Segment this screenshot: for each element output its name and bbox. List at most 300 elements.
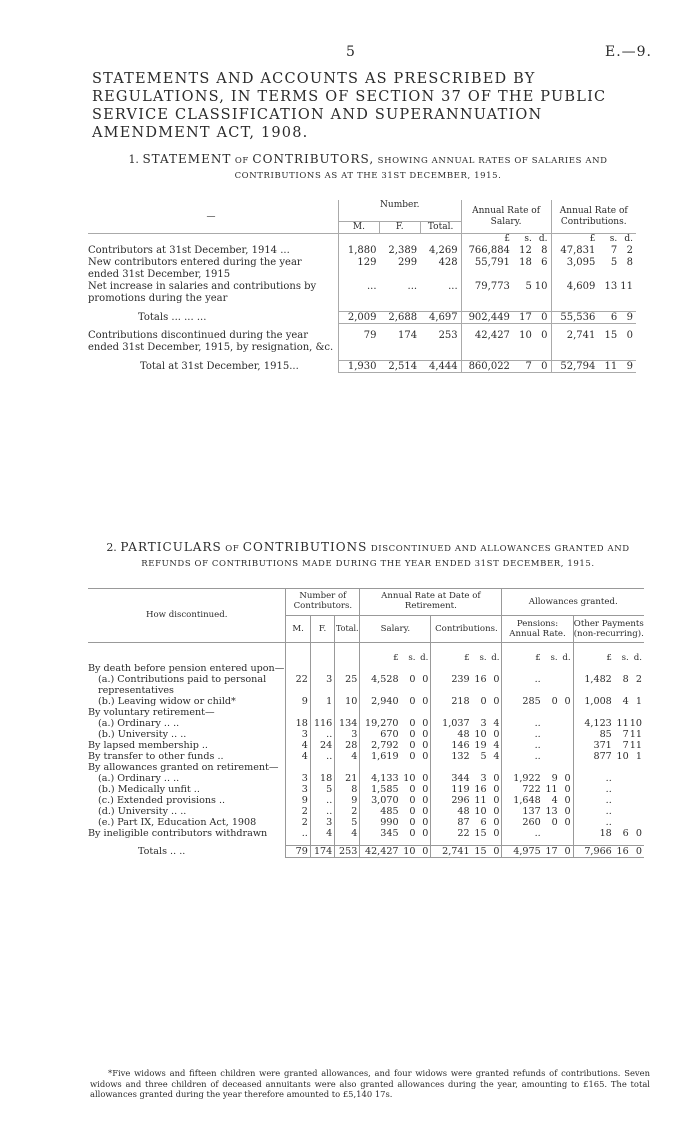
cell-salary-shillings: 0	[409, 718, 416, 729]
final-total-row	[88, 361, 636, 373]
cell-m: 1,880	[338, 245, 379, 257]
cell-pension-pence: 0	[564, 806, 571, 817]
table-row	[88, 674, 644, 696]
cell-contrib-shillings: 7	[610, 245, 618, 256]
cell-total: 21	[335, 773, 360, 784]
cell-f: 116	[310, 718, 334, 729]
table-row	[88, 817, 644, 828]
statement2-title-main: PARTICULARS	[120, 540, 222, 554]
cell-salary-shillings: 0	[409, 806, 416, 817]
cell-pension-pence	[558, 740, 573, 751]
statement2-title-of: OF	[225, 544, 240, 554]
cell-f: ..	[310, 806, 334, 817]
cell-contrib-pence: 9	[617, 312, 636, 324]
cell-salary-pounds: 485	[360, 806, 399, 817]
cell-contrib-pounds: 146	[431, 740, 470, 751]
cell-other-shillings: 7	[622, 740, 629, 751]
cell-f: ...	[407, 281, 418, 292]
cell-contrib-pounds	[431, 762, 470, 773]
t2-unit-d-2: d.	[491, 653, 500, 663]
statement1-title	[88, 152, 648, 183]
cell-other-pence	[629, 795, 644, 806]
cell-other-pence	[629, 806, 644, 817]
cell-contrib-pounds: 52,794	[551, 361, 595, 373]
cell-contrib-pence: 0	[493, 806, 500, 817]
row-label: (a.) Ordinary .. ..	[98, 773, 180, 784]
cell-salary-pounds: 42,427	[461, 330, 510, 354]
cell-salary-pounds: 79,773	[461, 281, 510, 305]
t2-unit-s-3: s.	[550, 653, 558, 663]
cell-total: 2	[335, 806, 360, 817]
cell-f	[310, 762, 334, 773]
cell-contrib-pounds: 119	[431, 784, 470, 795]
t1-unit-d: d.	[538, 234, 548, 244]
cell-salary-pounds: 42,427	[360, 846, 399, 858]
cell-contrib-pounds: 4,609	[551, 281, 595, 305]
cell-other-shillings: 10	[616, 751, 629, 762]
page-title: STATEMENTS AND ACCOUNTS AS PRESCRIBED BY REGULATIONS, IN TERMS OF SECTION 37 OF THE PUBLIC SERVICE CLASSIFICATION AND SUPERANNUATION AMENDMENT ACT, 1908.	[92, 71, 607, 141]
cell-total: 3	[335, 729, 360, 740]
cell-other-pence	[629, 762, 644, 773]
cell-contrib-pounds: 344	[431, 773, 470, 784]
cell-m: 129	[338, 257, 379, 281]
cell-f: 4	[310, 828, 334, 839]
cell-other-pounds: ..	[573, 817, 612, 828]
cell-other-pounds: 1,008	[573, 696, 612, 707]
cell-salary-shillings: 0	[409, 674, 416, 685]
t2-header-how: How discontinued.	[145, 610, 228, 620]
cell-other-pence: 0	[629, 846, 644, 858]
t1-header-f: F.	[380, 222, 421, 234]
t1-header-blank: —	[206, 211, 216, 222]
cell-salary-pence: 0	[422, 795, 429, 806]
cell-pension-shillings: 9	[551, 773, 558, 784]
cell-salary-pence	[416, 707, 431, 718]
cell-m	[286, 707, 310, 718]
cell-other-pence	[629, 773, 644, 784]
t1-unit-d-2: d.	[624, 234, 633, 244]
table-row	[88, 245, 636, 257]
totals-row	[88, 312, 636, 324]
cell-pension-shillings: 0	[551, 696, 558, 707]
statement1-title-main: STATEMENT	[142, 152, 232, 166]
t2-unit-pound-3: £	[502, 653, 541, 663]
cell-m: 22	[286, 674, 310, 696]
statement2-title	[88, 540, 648, 571]
cell-salary-shillings	[399, 663, 416, 674]
cell-contrib-shillings: 11	[595, 361, 617, 373]
t2-unit-d-3: d.	[562, 653, 571, 663]
cell-f: 3	[310, 817, 334, 828]
cell-f: 24	[310, 740, 334, 751]
t1-header-salary: Annual Rate of Salary.	[461, 200, 551, 234]
cell-salary-pounds: 345	[360, 828, 399, 839]
cell-other-shillings: 6	[622, 828, 629, 839]
cell-contrib-pence: 0	[493, 817, 500, 828]
cell-f: 299	[397, 257, 418, 268]
cell-pension-pounds: 1,922	[502, 773, 541, 784]
row-label: (a.) Ordinary .. ..	[98, 718, 180, 729]
footnote: *Five widows and fifteen children were granted allowances, and four widows were granted refunds of contributions. Seven widows and three children of deceased annuitants were also granted allowances during the year, amounting to £165. The total allowances granted during the year therefore amounted to £5,140 17s.	[90, 1068, 650, 1099]
cell-other-shillings: 11	[616, 718, 629, 729]
cell-pension-pence: 0	[564, 817, 571, 828]
t2-body	[88, 663, 644, 839]
t2-header-total: Total.	[335, 616, 360, 643]
cell-other-pounds	[573, 663, 612, 674]
cell-other-shillings: 4	[622, 696, 629, 707]
cell-salary-pence: 6	[541, 257, 548, 268]
cell-pension-pounds: 285	[502, 696, 541, 707]
cell-contrib-pence: 9	[617, 361, 636, 373]
cell-salary-shillings: 10	[399, 846, 416, 858]
cell-other-pounds: 877	[573, 751, 612, 762]
cell-contrib-pounds: 239	[431, 674, 470, 696]
row-label: Contributions discontinued during the year ended 31st December, 1915, by resignation, &c.	[88, 330, 334, 353]
cell-other-shillings: 8	[622, 674, 629, 685]
cell-salary-pence: 0	[532, 361, 551, 373]
cell-total	[335, 762, 360, 773]
row-label: (a.) Contributions paid to personal representatives	[98, 674, 267, 696]
cell-contrib-shillings: 0	[480, 696, 487, 707]
cell-pension-pence: 0	[564, 795, 571, 806]
t2-unit-pound-4: £	[573, 653, 612, 663]
cell-contrib-shillings: 16	[474, 784, 487, 795]
cell-m: 4	[286, 740, 310, 751]
cell-m	[286, 663, 310, 674]
cell-other-shillings: 7	[622, 729, 629, 740]
cell-contrib-pence	[487, 707, 502, 718]
table-row	[88, 257, 636, 281]
t2-header-pensions: Pensions: Annual Rate.	[502, 616, 573, 643]
table-row	[88, 281, 636, 305]
cell-salary-pence: 0	[422, 674, 429, 685]
t2-header-number: Number of Contributors.	[286, 589, 360, 616]
row-label: Net increase in salaries and contributions by promotions during the year	[88, 281, 317, 304]
cell-total: 4,269	[429, 245, 458, 256]
t2-unit-s-4: s.	[621, 653, 629, 663]
cell-other-shillings: 16	[612, 846, 629, 858]
t2-header-m: M.	[286, 616, 310, 643]
cell-other-pounds: 85	[573, 729, 612, 740]
cell-f	[310, 663, 334, 674]
row-label: (c.) Extended provisions ..	[98, 795, 226, 806]
table-row	[88, 795, 644, 806]
cell-total	[335, 663, 360, 674]
cell-salary-pence: 0	[422, 828, 429, 839]
cell-m: ..	[286, 828, 310, 839]
cell-salary-shillings: 0	[409, 817, 416, 828]
cell-contrib-pounds	[431, 663, 470, 674]
cell-contrib-pence	[487, 663, 502, 674]
cell-total: 10	[335, 696, 360, 707]
cell-pension-shillings	[541, 762, 558, 773]
cell-contrib-pence: 8	[626, 257, 633, 268]
cell-salary-shillings: 7	[510, 361, 532, 373]
cell-pension-pence: 0	[564, 773, 571, 784]
row-label: By death before pension entered upon—	[88, 663, 285, 674]
cell-other-pence	[629, 707, 644, 718]
cell-salary-shillings: 5	[525, 281, 532, 292]
cell-total: 134	[335, 718, 360, 729]
cell-other-shillings	[612, 817, 629, 828]
cell-contrib-pence	[487, 762, 502, 773]
cell-other-shillings	[612, 707, 629, 718]
cell-pension-pence	[558, 828, 573, 839]
cell-salary-pence: 0	[422, 784, 429, 795]
cell-contrib-pounds: 22	[431, 828, 470, 839]
t1-unit-pound: £	[461, 234, 510, 246]
cell-salary-pence: 0	[416, 846, 431, 858]
cell-salary-pounds: 670	[360, 729, 399, 740]
cell-total: 9	[335, 795, 360, 806]
cell-pension-pounds: ..	[502, 751, 541, 762]
cell-salary-pounds: 19,270	[360, 718, 399, 729]
cell-total: ...	[448, 281, 458, 292]
cell-contrib-pounds: 48	[431, 806, 470, 817]
row-label: By ineligible contributors withdrawn	[88, 828, 268, 839]
cell-salary-pence: 0	[541, 330, 548, 341]
cell-m: 4	[286, 751, 310, 762]
cell-salary-pence: 0	[532, 312, 551, 324]
cell-total: 25	[335, 674, 360, 696]
cell-other-pounds	[573, 707, 612, 718]
cell-f: 1	[310, 696, 334, 707]
row-label: By voluntary retirement—	[88, 707, 215, 718]
cell-other-pounds: ..	[573, 784, 612, 795]
cell-pension-pounds: ..	[502, 674, 541, 696]
cell-m: 3	[286, 729, 310, 740]
cell-other-pence: 10	[629, 718, 642, 729]
cell-salary-shillings: 17	[510, 312, 532, 324]
cell-salary-pence: 0	[422, 806, 429, 817]
cell-other-pounds: 18	[573, 828, 612, 839]
t2-header-annual: Annual Rate at Date of Retirement.	[360, 589, 502, 616]
cell-other-pounds: ..	[573, 795, 612, 806]
cell-pension-pounds: ..	[502, 729, 541, 740]
cell-contrib-pence: 0	[626, 330, 633, 341]
cell-contrib-pence: 11	[620, 281, 633, 292]
cell-contrib-pounds: 218	[431, 696, 470, 707]
cell-pension-pounds: ..	[502, 740, 541, 751]
cell-salary-shillings: 0	[409, 729, 416, 740]
cell-salary-shillings: 10	[403, 773, 416, 784]
cell-contrib-shillings	[470, 663, 487, 674]
t2-unit-d: d.	[420, 653, 429, 663]
t1-unit-s: s.	[524, 234, 532, 244]
page-number: 5	[346, 44, 355, 60]
t2-unit-pound: £	[360, 653, 399, 663]
document-reference: E.—9.	[604, 44, 652, 60]
statement2-title-caps: CONTRIBUTIONS	[242, 540, 368, 554]
cell-salary-pounds: 4,528	[360, 674, 399, 696]
cell-m: 9	[286, 696, 310, 707]
cell-pension-pence: 0	[564, 696, 571, 707]
cell-contrib-shillings: 15	[604, 330, 618, 341]
cell-pension-pounds	[502, 663, 541, 674]
cell-contrib-pence: 4	[493, 751, 500, 762]
cell-pension-pence: 0	[564, 784, 571, 795]
cell-salary-pounds: 3,070	[360, 795, 399, 806]
cell-pension-shillings	[541, 828, 558, 839]
cell-pension-shillings	[541, 729, 558, 740]
totals-label: Totals .. ..	[138, 845, 186, 857]
cell-other-shillings	[612, 806, 629, 817]
t1-header-number: Number.	[338, 200, 461, 222]
cell-pension-shillings	[541, 674, 558, 696]
cell-m: 79	[338, 330, 379, 354]
cell-pension-shillings	[541, 663, 558, 674]
row-label: New contributors entered during the year ended 31st December, 1915	[88, 257, 302, 280]
cell-m: 18	[286, 718, 310, 729]
cell-pension-shillings: 4	[551, 795, 558, 806]
cell-other-pounds: 1,482	[573, 674, 612, 696]
cell-other-pence	[629, 784, 644, 795]
cell-m: 1,930	[338, 361, 379, 373]
cell-other-pounds: 4,123	[573, 718, 612, 729]
cell-pension-shillings: 11	[545, 784, 558, 795]
statement2-title-rest: DISCONTINUED AND ALLOWANCES GRANTED AND REFUNDS OF CONTRIBUTIONS MADE DURING THE YEAR ENDED 31ST DECEMBER, 1915.	[141, 544, 630, 569]
cell-contrib-shillings: 11	[474, 795, 487, 806]
cell-contrib-shillings: 15	[474, 828, 487, 839]
cell-contrib-pounds: 3,095	[551, 257, 595, 281]
cell-salary-pounds: 860,022	[461, 361, 510, 373]
cell-m: ...	[338, 281, 379, 305]
cell-pension-pence	[558, 707, 573, 718]
t2-unit-d-4: d.	[633, 653, 642, 663]
cell-pension-shillings	[541, 740, 558, 751]
cell-salary-pounds: 902,449	[461, 312, 510, 324]
cell-pension-pounds: ..	[502, 828, 541, 839]
cell-salary-pounds: 990	[360, 817, 399, 828]
cell-total: 253	[438, 330, 458, 341]
cell-pension-pounds: ..	[502, 718, 541, 729]
cell-m: 3	[286, 784, 310, 795]
cell-salary-shillings	[399, 762, 416, 773]
cell-total: 428	[438, 257, 458, 268]
cell-contrib-shillings: 15	[470, 846, 487, 858]
table-row	[88, 718, 644, 729]
t2-header-f: F.	[310, 616, 334, 643]
cell-m: 2	[286, 806, 310, 817]
cell-total: 4,444	[420, 361, 461, 373]
cell-f: 174	[310, 846, 334, 858]
cell-other-pence: 1	[635, 696, 642, 707]
cell-salary-shillings: 0	[409, 795, 416, 806]
cell-salary-pounds	[360, 707, 399, 718]
cell-contrib-shillings: 19	[474, 740, 487, 751]
cell-other-pounds: 7,966	[573, 846, 612, 858]
cell-pension-pence	[558, 762, 573, 773]
cell-contrib-pounds: 2,741	[551, 330, 595, 354]
discontinued-contributions-table	[88, 588, 644, 858]
row-label: (b.) Medically unfit ..	[98, 784, 200, 795]
contributors-table	[88, 200, 636, 373]
cell-salary-pence: 0	[422, 729, 429, 740]
cell-other-shillings	[612, 762, 629, 773]
cell-salary-pounds	[360, 663, 399, 674]
cell-contrib-pence: 4	[493, 740, 500, 751]
cell-salary-shillings: 0	[409, 740, 416, 751]
table-row	[88, 330, 636, 354]
cell-salary-pence: 0	[422, 740, 429, 751]
cell-other-pence: 2	[635, 674, 642, 685]
cell-m: 9	[286, 795, 310, 806]
t2-unit-s: s.	[408, 653, 416, 663]
cell-salary-pounds: 2,940	[360, 696, 399, 707]
cell-total: 4	[335, 751, 360, 762]
cell-salary-pence	[416, 663, 431, 674]
t1-unit-pound-2: £	[551, 234, 595, 246]
cell-f: 174	[397, 330, 418, 341]
cell-contrib-pounds: 2,741	[431, 846, 470, 858]
cell-contrib-shillings	[470, 762, 487, 773]
cell-other-pounds: 371	[573, 740, 612, 751]
cell-contrib-pence: 4	[493, 718, 500, 729]
final-total-label: Total at 31st December, 1915...	[140, 360, 299, 372]
table-row	[88, 740, 644, 751]
cell-contrib-shillings: 3	[480, 773, 487, 784]
cell-contrib-shillings: 6	[480, 817, 487, 828]
cell-other-shillings	[612, 784, 629, 795]
row-label: (b.) Leaving widow or child*	[98, 696, 236, 707]
cell-salary-pence: 0	[422, 773, 429, 784]
cell-m: 2	[286, 817, 310, 828]
cell-pension-shillings: 17	[541, 846, 558, 858]
table-row	[88, 663, 644, 674]
cell-salary-pence	[416, 762, 431, 773]
cell-pension-pence: 0	[558, 846, 573, 858]
cell-other-pounds: ..	[573, 806, 612, 817]
cell-salary-pence: 0	[422, 817, 429, 828]
cell-contrib-pounds	[431, 707, 470, 718]
t1-unit-s-2: s.	[609, 234, 618, 244]
cell-f: 18	[310, 773, 334, 784]
cell-m: 3	[286, 773, 310, 784]
table-row	[88, 784, 644, 795]
cell-other-shillings	[612, 663, 629, 674]
cell-salary-pounds	[360, 762, 399, 773]
cell-pension-pounds: 4,975	[502, 846, 541, 858]
cell-f: 2,688	[380, 312, 421, 324]
cell-contrib-pence: 0	[493, 729, 500, 740]
cell-total: 4	[335, 828, 360, 839]
cell-salary-pence: 0	[422, 696, 429, 707]
cell-salary-shillings: 0	[409, 828, 416, 839]
cell-contrib-pounds: 87	[431, 817, 470, 828]
t2-header-salary: Salary.	[360, 616, 431, 643]
t1-header-contributions: Annual Rate of Contributions.	[551, 200, 636, 234]
cell-pension-shillings	[541, 718, 558, 729]
row-label: By transfer to other funds ..	[88, 751, 224, 762]
cell-contrib-pence: 0	[487, 846, 502, 858]
cell-pension-pence	[558, 718, 573, 729]
row-label: (b.) University .. ..	[98, 729, 187, 740]
totals-label: Totals ... ... ...	[138, 311, 207, 323]
cell-contrib-pence: 0	[493, 828, 500, 839]
row-label: By allowances granted on retirement—	[88, 762, 279, 773]
cell-pension-shillings	[541, 751, 558, 762]
cell-other-shillings	[612, 773, 629, 784]
cell-salary-pence: 0	[422, 751, 429, 762]
cell-f: 5	[310, 784, 334, 795]
cell-contrib-pence: 2	[626, 245, 633, 256]
cell-pension-pence	[558, 729, 573, 740]
cell-contrib-pounds: 47,831	[551, 245, 595, 257]
cell-other-pounds	[573, 762, 612, 773]
t1-header-total: Total.	[420, 222, 461, 234]
cell-salary-pounds: 4,133	[360, 773, 399, 784]
t2-header-contributions: Contributions.	[431, 616, 502, 643]
